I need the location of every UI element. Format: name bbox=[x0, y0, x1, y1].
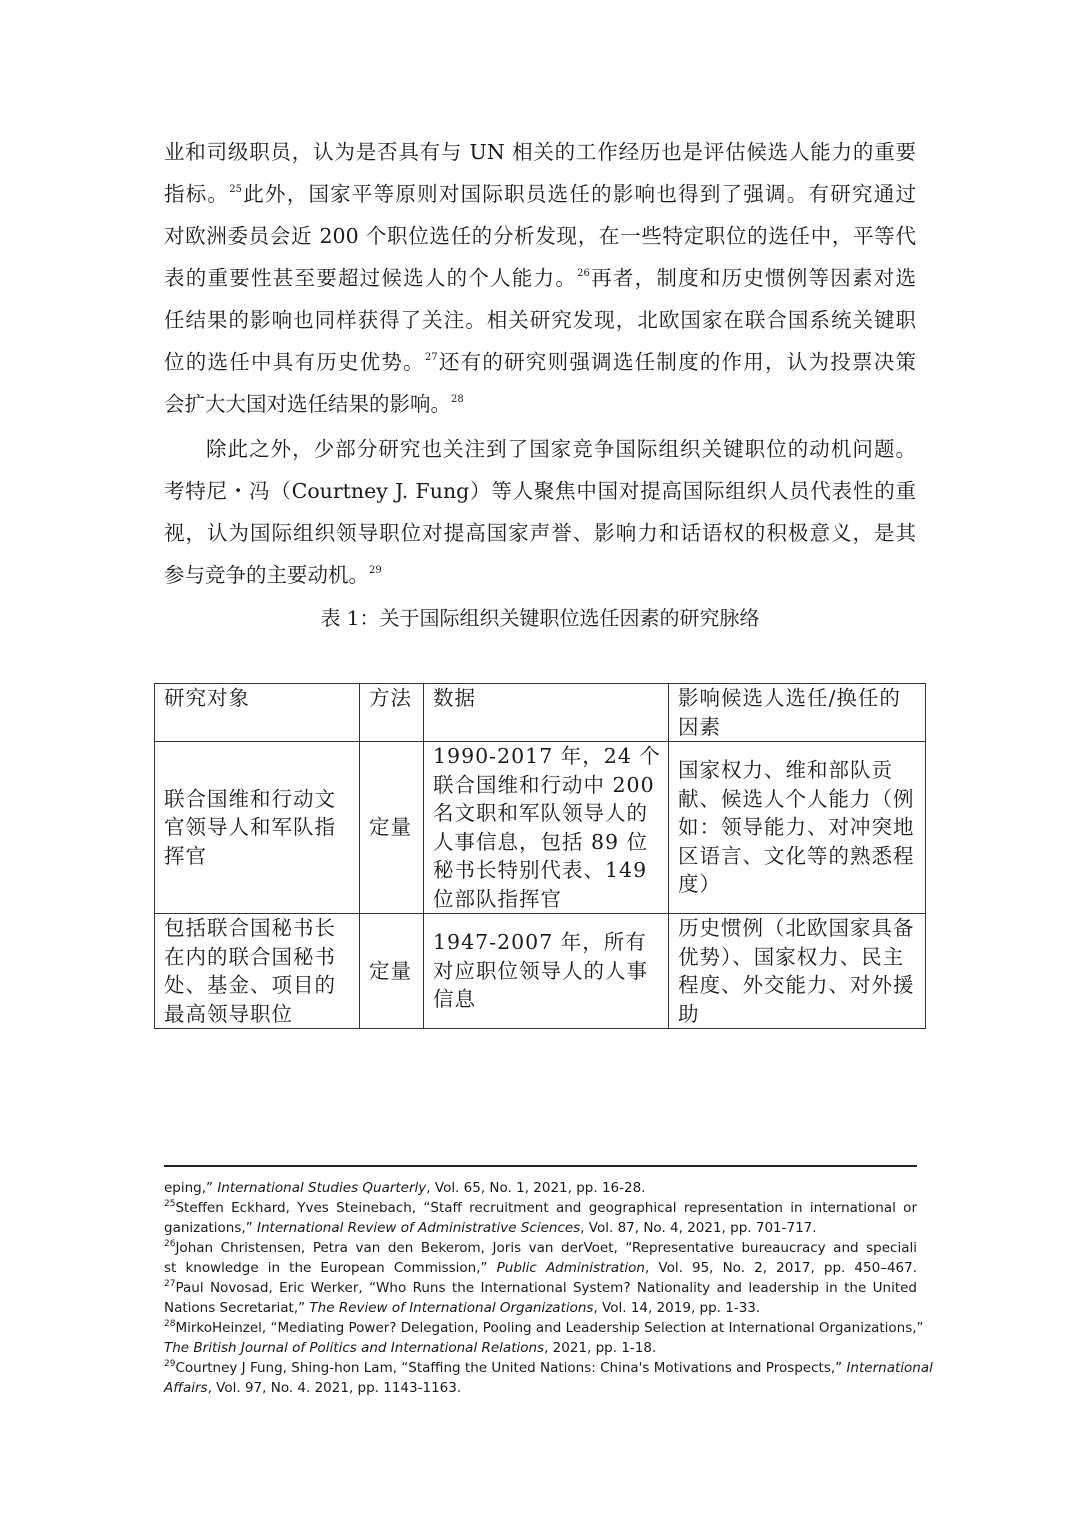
footnote-26-cont: st knowledge in the European Commission,” Public Administration, Vol. 95, No. 2, 2017, pp. 450–467. bbox=[164, 1260, 918, 1276]
footnote-divider bbox=[164, 1165, 917, 1167]
footnote-26: $^{26}$Johan Christensen, Petra van den Bekerom, Joris van derVoet, “Representative bureaucracy and speciali bbox=[164, 1239, 917, 1256]
text-line: 位的选任中具有历史优势。$^{27}$还有的研究则强调选任制度的作用，认为投票决策 bbox=[164, 350, 917, 374]
footnote-ref-28[interactable]: 28 bbox=[451, 394, 464, 405]
cell-data: 1990-2017 年，24 个联合国维和行动中 200 名文职和军队领导人的人事信息，包括 89 位秘书长特别代表、149 位部队指挥官 bbox=[424, 742, 669, 914]
footnote-27: $^{27}$Paul Novosad, Eric Werker, “Who Runs the International System? Nationality and leadership in the United bbox=[164, 1279, 917, 1296]
footnote-ref-29[interactable]: 29 bbox=[369, 565, 382, 576]
text-line: 指标。$^{25}$此外，国家平等原则对国际职员选任的影响也得到了强调。有研究通过 bbox=[164, 182, 917, 206]
footnote-ref-26[interactable]: 26 bbox=[577, 268, 590, 279]
text-line: 业和司级职员，认为是否具有与 UN 相关的工作经历也是评估候选人能力的重要 bbox=[164, 140, 916, 164]
table-row bbox=[155, 914, 926, 1029]
footnote-27-cont: Nations Secretariat,” The Review of International Organizations, Vol. 14, 2019, pp. 1-33. bbox=[164, 1300, 761, 1316]
table-caption: 表 1：关于国际组织关键职位选任因素的研究脉络 bbox=[320, 606, 760, 630]
text-line: 会扩大大国对选任结果的影响。$^{28}$ bbox=[164, 392, 464, 416]
text-line: 表的重要性甚至要超过候选人的个人能力。$^{26}$再者，制度和历史惯例等因素对选 bbox=[164, 266, 917, 290]
footnote-25-cont: ganizations,” International Review of Administrative Sciences, Vol. 87, No. 4, 2021, pp. 701-717. bbox=[164, 1220, 817, 1236]
footnote-25: $^{25}$Steffen Eckhard, Yves Steinebach, “Staff recruitment and geographical representation in international or bbox=[164, 1199, 917, 1216]
research-table bbox=[154, 683, 926, 1029]
footnote-28: $^{28}$MirkoHeinzel, “Mediating Power? Delegation, Pooling and Leadership Selection at International Organizations,” bbox=[164, 1319, 924, 1336]
footnote-24-tail: eping,” International Studies Quarterly, Vol. 65, No. 1, 2021, pp. 16-28. bbox=[164, 1180, 646, 1196]
text-line: 参与竞争的主要动机。$^{29}$ bbox=[164, 563, 382, 587]
cell-factors: 历史惯例（北欧国家具备优势）、国家权力、民主程度、外交能力、对外援助 bbox=[669, 914, 926, 1029]
table-header-row bbox=[155, 684, 926, 742]
header-data: 数据 bbox=[424, 684, 669, 742]
header-factors: 影响候选人选任/换任的因素 bbox=[669, 684, 926, 742]
footnote-28-cont: The British Journal of Politics and International Relations, 2021, pp. 1-18. bbox=[164, 1340, 657, 1356]
header-method: 方法 bbox=[360, 684, 424, 742]
header-subject: 研究对象 bbox=[155, 684, 360, 742]
text-line: 视，认为国际组织领导职位对提高国家声誉、影响力和话语权的积极意义，是其 bbox=[164, 521, 916, 545]
footnote-29-cont: Affairs, Vol. 97, No. 4. 2021, pp. 1143-1163. bbox=[164, 1380, 462, 1396]
cell-factors: 国家权力、维和部队贡献、候选人个人能力（例如：领导能力、对冲突地区语言、文化等的熟悉程度） bbox=[669, 742, 926, 914]
text-line: 除此之外，少部分研究也关注到了国家竞争国际组织关键职位的动机问题。 bbox=[206, 437, 916, 461]
footnote-29: $^{29}$Courtney J Fung, Shing-hon Lam, “Staffing the United Nations: China's Motivations and Prospects,” International bbox=[164, 1359, 933, 1376]
cell-method: 定量 bbox=[360, 742, 424, 914]
footnote-ref-27[interactable]: 27 bbox=[424, 352, 438, 363]
table-row bbox=[155, 742, 926, 914]
cell-data: 1947-2007 年，所有对应职位领导人的人事信息 bbox=[424, 914, 669, 1029]
text-line: 任结果的影响也同样获得了关注。相关研究发现，北欧国家在联合国系统关键职 bbox=[164, 308, 916, 332]
text-line: 对欧洲委员会近 200 个职位选任的分析发现，在一些特定职位的选任中，平等代 bbox=[164, 224, 916, 248]
text-line: 考特尼・冯（Courtney J. Fung）等人聚焦中国对提高国际组织人员代表性的重 bbox=[164, 479, 916, 503]
footnote-ref-25[interactable]: 25 bbox=[229, 184, 242, 195]
cell-subject: 包括联合国秘书长在内的联合国秘书处、基金、项目的最高领导职位 bbox=[155, 914, 360, 1029]
cell-method: 定量 bbox=[360, 914, 424, 1029]
cell-subject: 联合国维和行动文官领导人和军队指挥官 bbox=[155, 742, 360, 914]
footnotes bbox=[164, 1178, 933, 1398]
